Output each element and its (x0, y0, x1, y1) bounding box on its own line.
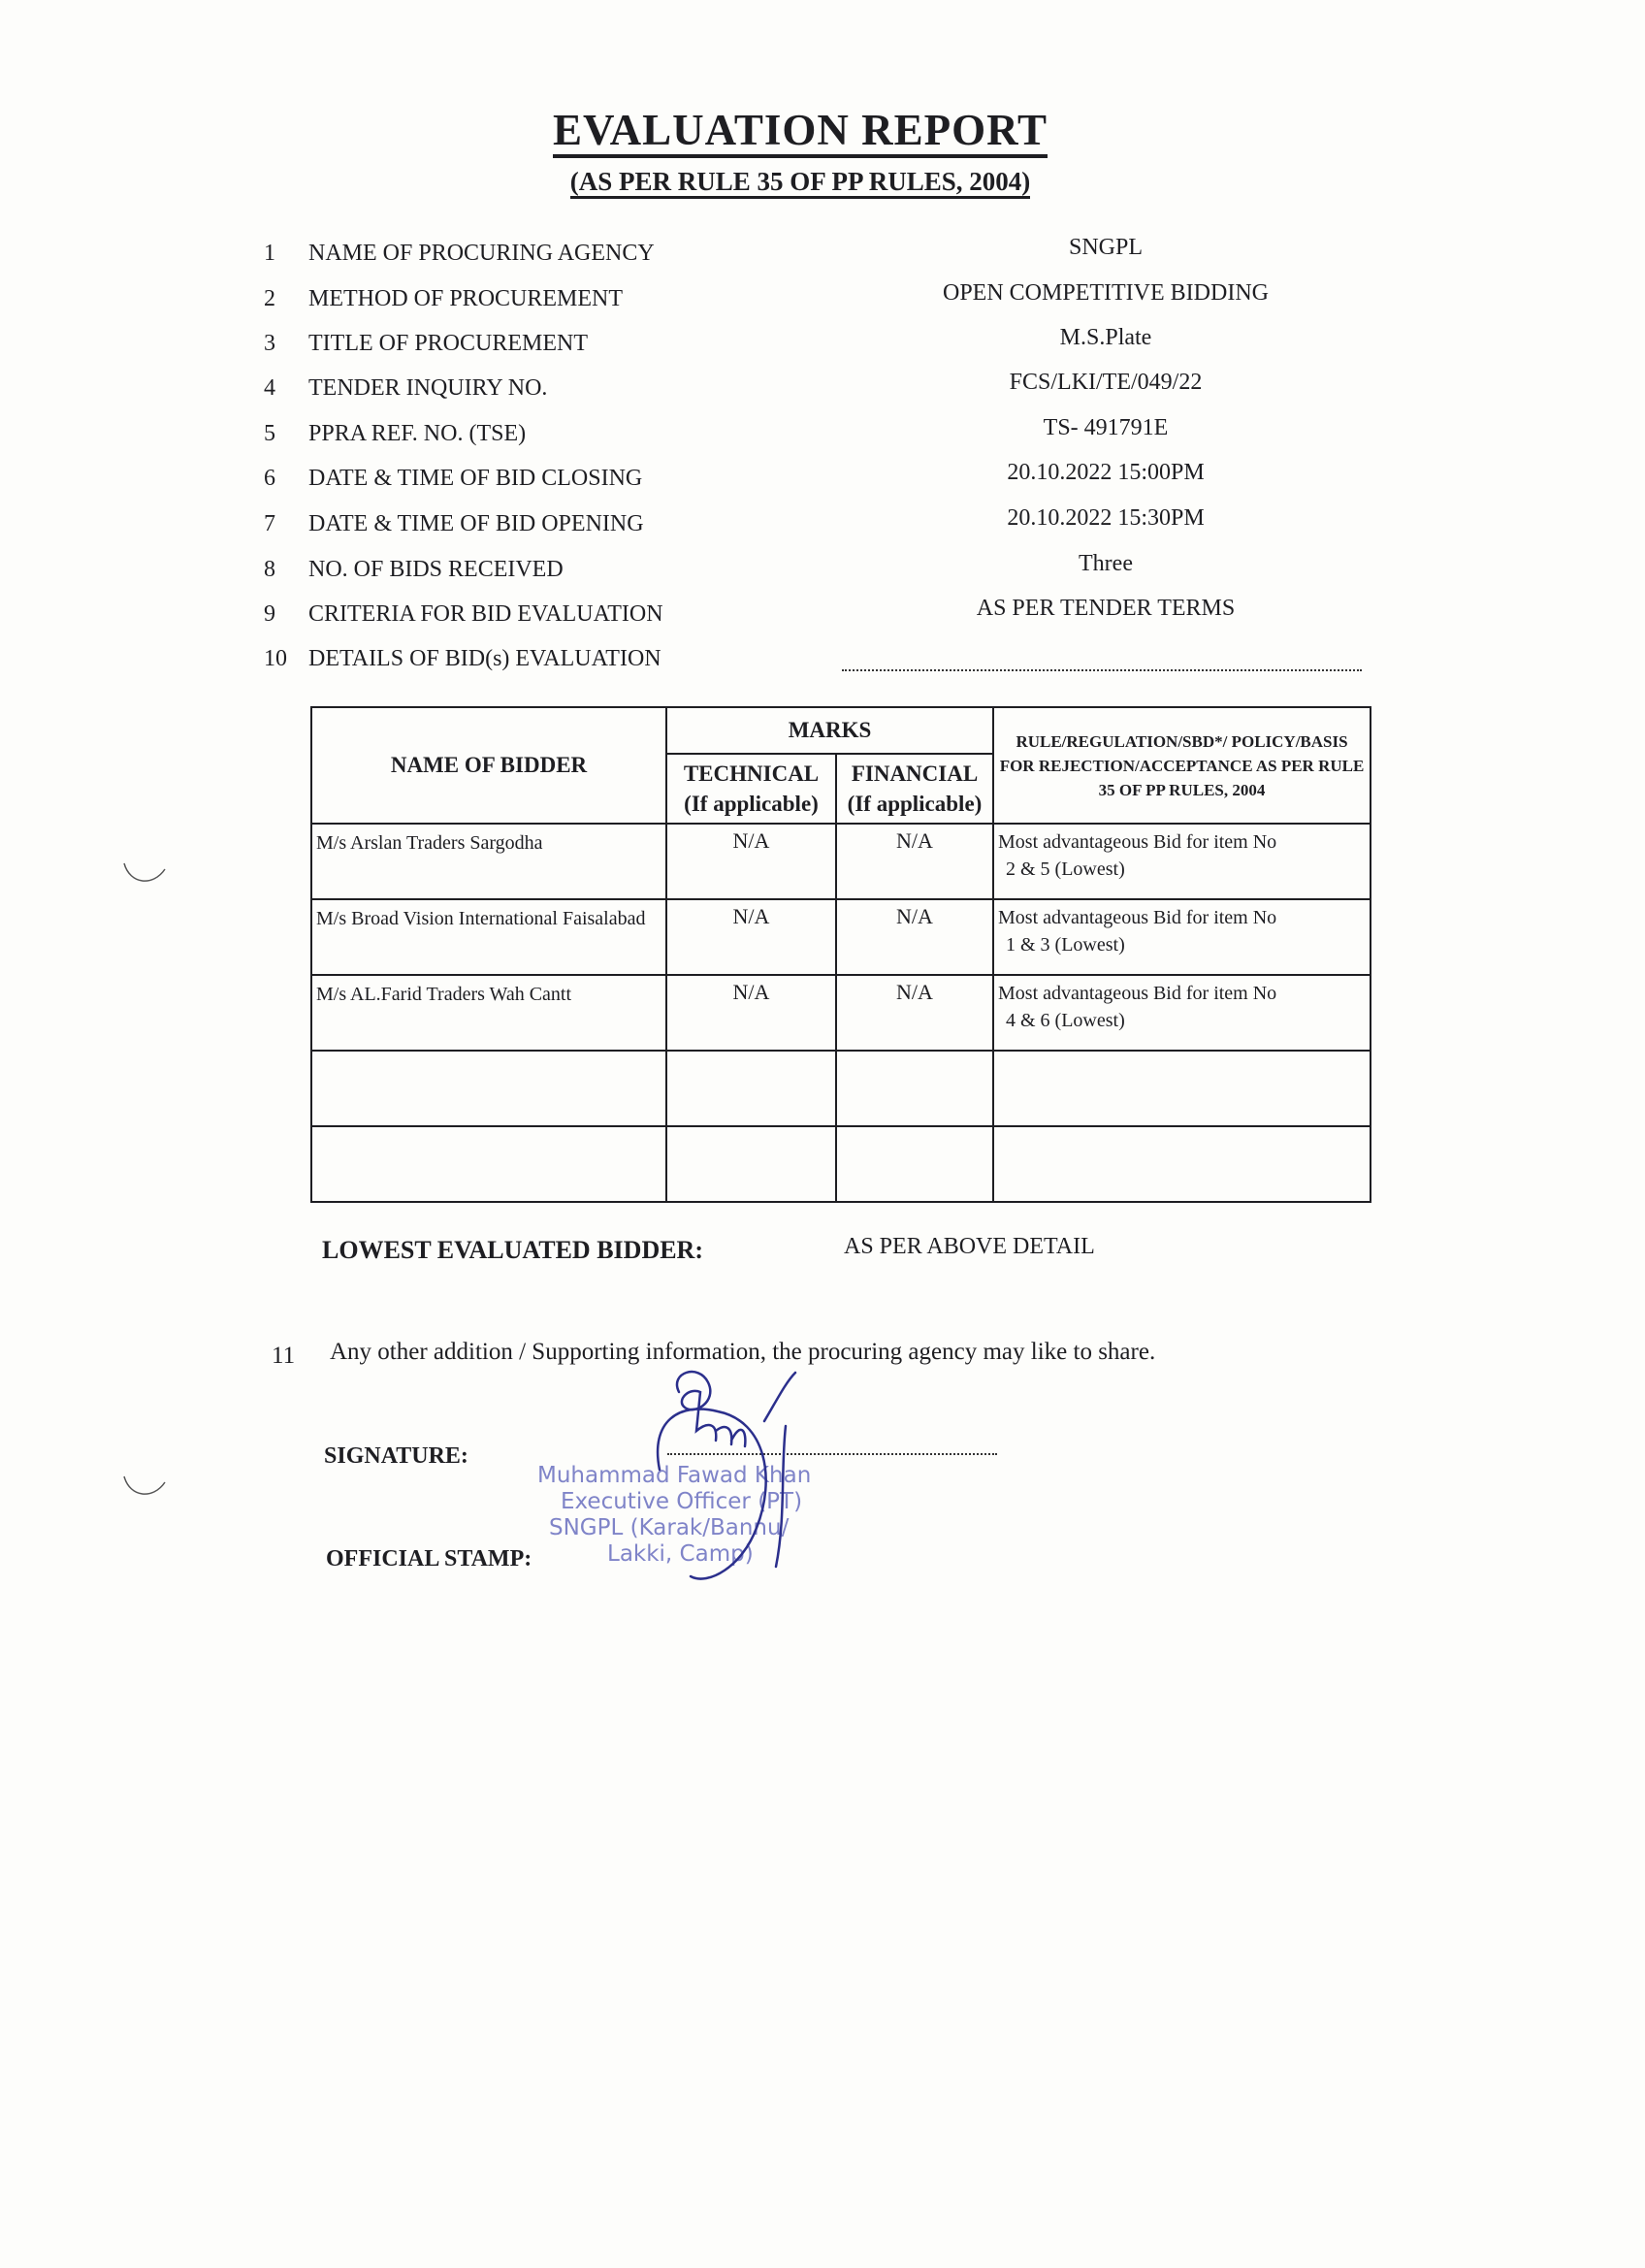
other-info-text: Any other addition / Supporting information, the procuring agency may like to share. (330, 1339, 1156, 1365)
report-subtitle: (AS PER RULE 35 OF PP RULES, 2004) (0, 167, 1600, 197)
official-stamp-label: OFFICIAL STAMP: (326, 1546, 532, 1571)
financial-mark: N/A (836, 975, 993, 1051)
header-rule: RULE/REGULATION/SBD*/ POLICY/BASIS FOR REJECTION/ACCEPTANCE AS PER RULE 35 OF PP RULES, 2004 (993, 707, 1371, 824)
handwritten-signature (640, 1363, 854, 1591)
table-row (311, 1126, 1371, 1202)
info-value: AS PER TENDER TERMS (976, 596, 1236, 621)
header-technical: TECHNICAL (If applicable) (666, 754, 836, 824)
remark (993, 1051, 1371, 1126)
info-row-procuring-agency (0, 235, 1455, 279)
info-value: 20.10.2022 15:30PM (1007, 505, 1205, 531)
info-row-title (0, 325, 1455, 370)
info-label: DETAILS OF BID(s) EVALUATION (308, 646, 661, 671)
dotted-fill-line (842, 654, 1362, 671)
info-value: 20.10.2022 15:00PM (1007, 460, 1205, 485)
info-row-bids-received (0, 551, 1455, 596)
info-number: 8 (264, 557, 275, 582)
bidder-name (311, 1051, 666, 1126)
info-row-tender-no (0, 370, 1455, 414)
report-title: EVALUATION REPORT (0, 105, 1600, 155)
punch-hole-mark (120, 1467, 167, 1513)
info-number: 1 (264, 241, 275, 266)
financial-mark (836, 1051, 993, 1126)
remark: Most advantageous Bid for item No 2 & 5 (Lowest) (993, 824, 1371, 899)
info-value: M.S.Plate (1059, 325, 1152, 350)
technical-mark: N/A (666, 824, 836, 899)
other-info-number: 11 (272, 1343, 296, 1369)
remark: Most advantageous Bid for item No 1 & 3 (Lowest) (993, 899, 1371, 975)
lowest-bidder-value: AS PER ABOVE DETAIL (844, 1234, 1095, 1259)
info-label: TITLE OF PROCUREMENT (308, 331, 588, 356)
info-row-bid-opening (0, 505, 1455, 550)
info-value: Three (1079, 551, 1133, 576)
stamp-line: Muhammad Fawad Khan (537, 1463, 812, 1488)
info-label: PPRA REF. NO. (TSE) (308, 421, 527, 446)
signature-label: SIGNATURE: (324, 1443, 468, 1469)
technical-mark (666, 1051, 836, 1126)
info-number: 3 (264, 331, 275, 356)
bidder-name (311, 1126, 666, 1202)
remark (993, 1126, 1371, 1202)
stamp-line: SNGPL (Karak/Bannu/ (549, 1515, 790, 1540)
table-row (311, 1051, 1371, 1126)
info-label: DATE & TIME OF BID CLOSING (308, 466, 643, 491)
info-number: 2 (264, 286, 275, 311)
info-label: TENDER INQUIRY NO. (308, 375, 548, 401)
info-row-ppra-ref (0, 415, 1455, 460)
header-bidder-name: NAME OF BIDDER (311, 707, 666, 824)
table-row (311, 975, 1371, 1051)
info-label: CRITERIA FOR BID EVALUATION (308, 601, 663, 627)
bid-evaluation-table (310, 706, 1371, 1203)
info-row-details (0, 646, 1455, 685)
stamp-line: Executive Officer (PT) (561, 1489, 803, 1514)
info-label: NAME OF PROCURING AGENCY (308, 241, 655, 266)
financial-mark: N/A (836, 824, 993, 899)
info-value: TS- 491791E (1043, 415, 1169, 440)
punch-hole-mark (120, 854, 167, 900)
header-marks: MARKS (666, 707, 993, 754)
info-number: 7 (264, 511, 275, 536)
bidder-name: M/s AL.Farid Traders Wah Cantt (311, 975, 666, 1051)
info-row-method (0, 280, 1455, 325)
info-value: OPEN COMPETITIVE BIDDING (943, 280, 1269, 306)
technical-mark (666, 1126, 836, 1202)
info-number: 9 (264, 601, 275, 627)
info-number: 4 (264, 375, 275, 401)
header-financial: FINANCIAL (If applicable) (836, 754, 993, 824)
info-number: 10 (264, 646, 287, 671)
bidder-name: M/s Broad Vision International Faisalabad (311, 899, 666, 975)
remark: Most advantageous Bid for item No 4 & 6 (Lowest) (993, 975, 1371, 1051)
info-row-bid-closing (0, 460, 1455, 504)
info-row-criteria (0, 596, 1455, 640)
technical-mark: N/A (666, 899, 836, 975)
info-label: METHOD OF PROCUREMENT (308, 286, 624, 311)
financial-mark: N/A (836, 899, 993, 975)
stamp-line: Lakki, Camp) (607, 1541, 754, 1567)
technical-mark: N/A (666, 975, 836, 1051)
bidder-name: M/s Arslan Traders Sargodha (311, 824, 666, 899)
info-number: 5 (264, 421, 275, 446)
lowest-bidder-label: LOWEST EVALUATED BIDDER: (322, 1236, 703, 1264)
table-row (311, 824, 1371, 899)
info-value: SNGPL (1068, 235, 1144, 260)
table-row (311, 899, 1371, 975)
info-value: FCS/LKI/TE/049/22 (1009, 370, 1203, 395)
financial-mark (836, 1126, 993, 1202)
info-number: 6 (264, 466, 275, 491)
info-label: NO. OF BIDS RECEIVED (308, 557, 564, 582)
info-label: DATE & TIME OF BID OPENING (308, 511, 644, 536)
